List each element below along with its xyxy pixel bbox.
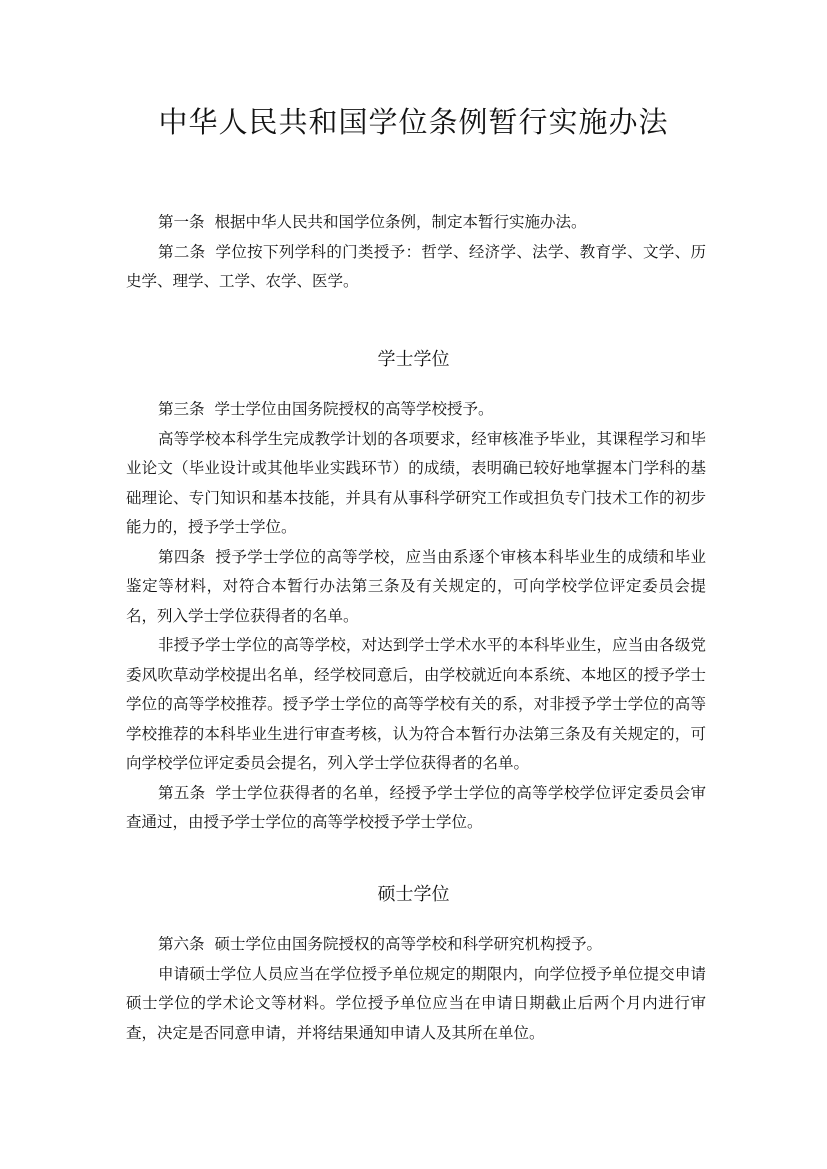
article-number: 第三条 [158, 400, 205, 418]
section-body-master [126, 930, 706, 1048]
article-number: 第一条 [158, 213, 205, 231]
body-paragraph [126, 960, 706, 1049]
section-heading-bachelor: 学士学位 [377, 349, 450, 370]
article-text: 授予学士学位的高等学校，应当由系逐个审核本科毕业生的成绩和毕业鉴定等材料，对符合本暂行办法第三条及有关规定的，可向学校学位评定委员会提名，列入学士学位获得者的名单。 [126, 547, 706, 625]
section-body-bachelor [126, 395, 706, 838]
article-paragraph [126, 779, 706, 838]
document-title: 中华人民共和国学位条例暂行实施办法 [158, 105, 669, 139]
article-number: 第二条 [158, 242, 206, 261]
article-paragraph [126, 238, 706, 297]
article-paragraph [126, 930, 706, 960]
intro-block [126, 208, 706, 297]
body-paragraph [126, 425, 706, 543]
article-paragraph [126, 395, 706, 425]
paragraph-text: 高等学校本科学生完成教学计划的各项要求，经审核准予毕业，其课程学习和毕业论文（毕业设计或其他毕业实践环节）的成绩，表明确已较好地掌握本门学科的基础理论、专门知识和基本技能，并具有从事科学研究工作或担负专门技术工作的初步能力的，授予学士学位。 [126, 429, 706, 536]
article-number: 第六条 [158, 935, 205, 953]
paragraph-text: 非授予学士学位的高等学校，对达到学士学术水平的本科毕业生，应当由各级党委风吹草动学校提出名单，经学校同意后，由学校就近向本系统、本地区的授予学士学位的高等学校推荐。授予学士学位的高等学校有关的系，对非授予学士学位的高等学校推荐的本科毕业生进行审查考核，认为符合本暂行办法第三条及有关规定的，可向学校学位评定委员会提名，列入学士学位获得者的名单。 [126, 636, 706, 772]
article-number: 第五条 [158, 783, 206, 802]
body-paragraph [126, 631, 706, 779]
article-text: 学士学位获得者的名单，经授予学士学位的高等学校学位评定委员会审查通过，由授予学士学位的高等学校授予学士学位。 [126, 783, 706, 831]
article-paragraph [126, 208, 706, 238]
article-paragraph [126, 543, 706, 632]
article-text: 硕士学位由国务院授权的高等学校和科学研究机构授予。 [214, 935, 603, 953]
article-text: 学位按下列学科的门类授予：哲学、经济学、法学、教育学、文学、历史学、理学、工学、农学、医学。 [126, 242, 706, 290]
section-heading-master: 硕士学位 [377, 884, 450, 905]
article-number: 第四条 [158, 547, 206, 566]
article-text: 根据中华人民共和国学位条例，制定本暂行实施办法。 [214, 213, 587, 231]
paragraph-text: 申请硕士学位人员应当在学位授予单位规定的期限内，向学位授予单位提交申请硕士学位的学术论文等材料。学位授予单位应当在申请日期截止后两个月内进行审查，决定是否同意申请，并将结果通知申请人及其所在单位。 [126, 964, 706, 1042]
article-text: 学士学位由国务院授权的高等学校授予。 [214, 400, 494, 418]
